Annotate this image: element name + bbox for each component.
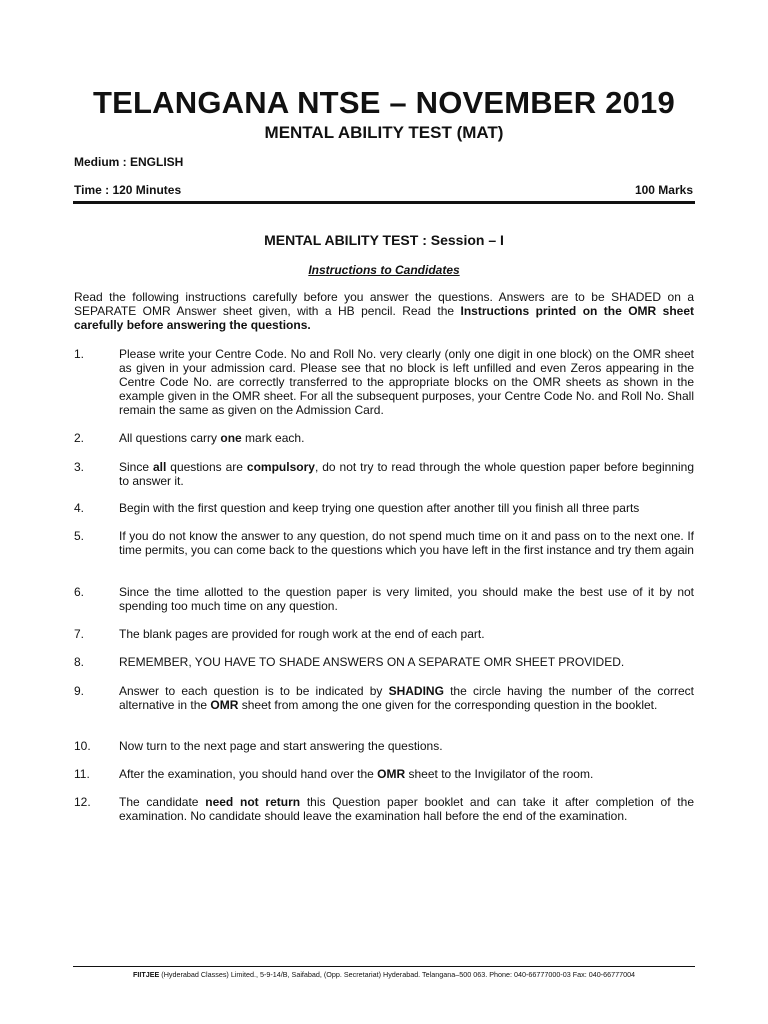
item-text-bold: OMR bbox=[210, 698, 239, 712]
item-text bbox=[119, 767, 694, 781]
item-number: 7. bbox=[74, 627, 85, 641]
item-text-part: Since bbox=[119, 460, 153, 474]
page-footer bbox=[0, 970, 768, 979]
item-number: 2. bbox=[74, 431, 85, 445]
item-number: 6. bbox=[74, 585, 85, 599]
item-number: 8. bbox=[74, 655, 85, 669]
item-number: 3. bbox=[74, 460, 85, 474]
instruction-item bbox=[74, 795, 694, 823]
item-number: 5. bbox=[74, 529, 85, 543]
item-text-part: Answer to each question is to be indicated by bbox=[119, 684, 389, 698]
page-title: TELANGANA NTSE – NOVEMBER 2019 bbox=[93, 85, 675, 120]
item-text-bold: all bbox=[152, 460, 167, 474]
marks-label: 100 Marks bbox=[634, 183, 693, 197]
item-text-part: All questions carry bbox=[119, 431, 221, 445]
item-text: Begin with the first question and keep trying one question after another till you finish all three parts bbox=[119, 501, 640, 515]
intro-text: Read the following instructions carefully before you answer the questions. Answers are to be SHADED on a SEPARATE OMR Answer sheet given, with a HB pencil. Read the bbox=[74, 290, 694, 318]
page-subtitle: MENTAL ABILITY TEST (MAT) bbox=[264, 123, 504, 142]
item-text-bold: compulsory bbox=[246, 460, 315, 474]
item-text: Since the time allotted to the question paper is very limited, you should make the best use of it by not spending too much time on any question. bbox=[119, 585, 694, 613]
item-text-part: , do not try to read through the whole question paper before beginning to answer it. bbox=[119, 460, 694, 488]
item-number: 1. bbox=[74, 347, 85, 361]
item-text bbox=[119, 460, 694, 488]
instruction-item bbox=[74, 347, 694, 417]
item-number: 4. bbox=[74, 501, 85, 515]
header-divider bbox=[73, 201, 695, 204]
item-number: 9. bbox=[74, 684, 85, 698]
item-text-bold: need not return bbox=[205, 795, 301, 809]
instruction-item bbox=[74, 655, 694, 669]
medium-label: Medium : ENGLISH bbox=[74, 155, 184, 169]
item-text: REMEMBER, YOU HAVE TO SHADE ANSWERS ON A SEPARATE OMR SHEET PROVIDED. bbox=[119, 655, 625, 669]
time-label: Time : 120 Minutes bbox=[74, 183, 182, 197]
item-text-part: sheet to the Invigilator of the room. bbox=[405, 767, 594, 781]
item-text-part: the circle having the number of the correct alternative in the bbox=[119, 684, 694, 712]
item-text: The blank pages are provided for rough work at the end of each part. bbox=[119, 627, 485, 641]
instruction-item bbox=[74, 501, 694, 515]
instruction-item bbox=[74, 585, 694, 613]
footer-address: (Hyderabad Classes) Limited., 5-9-14/B, Saifabad, (Opp. Secretariat) Hyderabad. Telangana–500 063. Phone: 040-66777000-03 Fax: 040-66777004 bbox=[159, 970, 636, 979]
instruction-item bbox=[74, 684, 694, 712]
instruction-item bbox=[74, 739, 694, 753]
item-text: Now turn to the next page and start answering the questions. bbox=[119, 739, 443, 753]
item-number: 12. bbox=[74, 795, 91, 809]
instructions-heading: Instructions to Candidates bbox=[308, 263, 460, 277]
item-text-part: The candidate bbox=[119, 795, 206, 809]
item-text-bold: OMR bbox=[377, 767, 406, 781]
item-text-part: sheet from among the one given for the corresponding question in the booklet. bbox=[238, 698, 658, 712]
item-text bbox=[119, 431, 694, 445]
instruction-item bbox=[74, 529, 694, 557]
instruction-item bbox=[74, 460, 694, 488]
item-text: Please write your Centre Code. No and Roll No. very clearly (only one digit in one block) on the OMR sheet as given in your admission card. Please see that no block is left unfilled and even Zeros appearing in the Centre Code No. are correctly transferred to the appropriate blocks on the OMR sheets as shown in the example given in the OMR sheet. For all the subsequent purposes, your Centre Code No. and Roll No. Shall remain the same as given on the Admission Card. bbox=[119, 347, 694, 417]
item-text-part: mark each. bbox=[241, 431, 305, 445]
item-number: 10. bbox=[74, 739, 91, 753]
instruction-item bbox=[74, 431, 694, 445]
footer-brand: FIITJEE bbox=[132, 970, 160, 979]
item-text-part: After the examination, you should hand over the bbox=[119, 767, 378, 781]
item-text-bold: one bbox=[220, 431, 242, 445]
instruction-item bbox=[74, 627, 694, 641]
item-number: 11. bbox=[74, 767, 90, 781]
instruction-item bbox=[74, 767, 694, 781]
intro-bold-text: Instructions printed on the OMR sheet carefully before answering the questions. bbox=[74, 304, 694, 332]
item-text bbox=[119, 795, 694, 823]
item-text-bold: SHADING bbox=[388, 684, 444, 698]
section-title: MENTAL ABILITY TEST : Session – I bbox=[264, 232, 504, 248]
item-text bbox=[119, 684, 694, 712]
item-text-part: questions are bbox=[166, 460, 247, 474]
footer-divider bbox=[73, 966, 695, 967]
intro-paragraph bbox=[74, 290, 694, 332]
item-text-part: this Question paper booklet and can take it after completion of the examination. No candidate should leave the examination hall before the end of the examination. bbox=[119, 795, 694, 823]
item-text: If you do not know the answer to any question, do not spend much time on it and pass on to the next one. If time permits, you can come back to the questions which you have left in the first instance and try them again bbox=[119, 529, 694, 557]
